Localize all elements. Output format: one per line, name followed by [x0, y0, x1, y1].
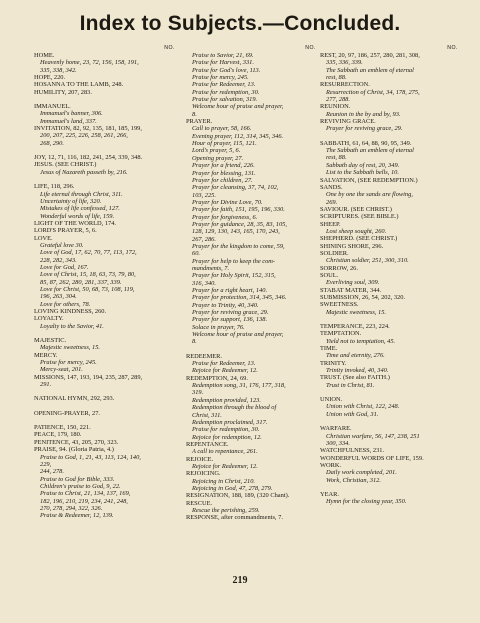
column-header-no: NO. [164, 45, 175, 51]
index-entry: 277, 288. [326, 96, 350, 104]
index-entry: Christian warfare, 56, 147, 238, 251 [326, 432, 420, 440]
index-entry: mandments, 7. [192, 264, 230, 272]
index-heading: TRINITY. [320, 359, 347, 367]
index-entry: Prayer for a friend, 226. [192, 162, 255, 170]
index-entry: Work, Christian, 312. [326, 476, 381, 484]
index-entry: 316, 340. [192, 279, 216, 287]
index-heading: SALVATION, (SEE REDEMPTION.) [320, 176, 418, 184]
index-entry: Praise for Redeemer, 13. [192, 360, 256, 368]
index-entry: Praise for Redeemer, 13. [192, 81, 256, 89]
index-entry: Loyalty to the Savior, 41. [40, 322, 104, 330]
index-entry: Majestic sweetness, 15. [326, 308, 386, 316]
index-entry: 335, 336, 339. [326, 59, 363, 67]
index-heading: MERCY. [34, 351, 58, 359]
index-entry: Redemption through the blood of [192, 404, 277, 412]
index-heading: SANDS. [320, 183, 343, 191]
index-heading: REST, 20, 97, 186, 257, 280, 281, 308, [320, 52, 420, 59]
index-heading: LIFE, 118, 296. [34, 183, 75, 191]
index-entry: Lord's prayer, 5, 6. [192, 147, 241, 155]
index-heading: SABBATH, 61, 64, 88, 90, 95, 349. [320, 139, 412, 147]
index-heading: TEMPTATION. [320, 330, 362, 338]
index-heading: SCRIPTURES. (SEE BIBLE.) [320, 213, 399, 221]
index-entry: Praise for mercy, 245. [192, 74, 249, 82]
entry-spacer [34, 417, 175, 424]
index-heading: RESURRECTION. [320, 81, 370, 89]
index-heading: TEMPERANCE, 223, 224. [320, 323, 390, 331]
index-column-3 [320, 45, 458, 506]
index-heading: RESIGNATION, 188, 189, (320 Chant). [186, 492, 290, 500]
index-entry: 270, 278, 294, 322, 326. [40, 504, 103, 512]
index-entry: Prayer for help to keep the com- [192, 257, 276, 265]
index-entry: Rescue the perishing, 259. [192, 506, 260, 514]
index-heading: TRUST. (See also FAITH.) [320, 374, 390, 382]
index-entry: List to the Sabbath bells, 10. [326, 169, 399, 177]
index-entry: Love of Christ, 15, 18, 63, 73, 79, 80, [40, 271, 136, 279]
index-entry: Prayer for protection, 314, 345, 346. [192, 294, 287, 302]
index-entry: Prayer for guidance, 28, 35, 83, 105, [192, 220, 287, 228]
entry-spacer [34, 388, 175, 395]
index-heading: SOUL. [320, 271, 339, 279]
index-entry: 228, 282, 343. [40, 256, 77, 264]
index-heading: WONDERFUL WORDS OF LIFE, 159. [320, 454, 424, 462]
index-entry: 269. [326, 198, 338, 206]
index-heading: HOME. [34, 52, 55, 59]
index-heading: LOYALTY. [34, 315, 64, 323]
index-heading: WORK. [320, 461, 342, 469]
index-entry: Prayer for blessing, 131. [192, 169, 256, 177]
index-entry: Prayer for forgiveness, 6. [192, 213, 258, 221]
index-entry: Daily work completed, 201. [326, 469, 397, 477]
index-entry: Jesus of Nazareth passeth by, 216. [40, 168, 128, 176]
index-heading: PRAYER. [186, 118, 213, 126]
index-entry: Hymn for the closing year, 350. [326, 498, 407, 506]
index-entry: Wonderful words of life, 159. [40, 212, 115, 220]
index-heading: SHEEP. [320, 220, 341, 228]
index-heading: PEACE, 179, 180. [34, 431, 82, 439]
index-entry: Prayer to Trinity, 40, 340. [192, 301, 259, 309]
index-heading: JESUS. (SEE CHRIST.) [34, 161, 97, 169]
index-heading: JOY, 12, 71, 116, 182, 241, 254, 339, 348. [34, 154, 143, 162]
entry-spacer [34, 330, 175, 337]
index-heading: YEAR. [320, 490, 339, 498]
index-entry: Prayer for cleansing, 37, 74, 102, [192, 184, 279, 192]
index-heading: REVIVING GRACE. [320, 118, 376, 126]
index-entry: Praise for redemption, 30. [192, 88, 260, 96]
index-entry: Majestic sweetness, 15. [40, 344, 100, 352]
index-heading: LIGHT OF THE WORLD, 174. [34, 219, 117, 227]
entry-spacer [320, 316, 458, 323]
index-entry: Lost sheep sought, 260. [326, 227, 387, 235]
index-entry: Prayer for Holy Spirit, 152, 315, [192, 272, 276, 280]
column-header-no: NO. [305, 45, 316, 51]
index-entry: Immanuel's land, 337. [40, 117, 97, 125]
index-heading: INVITATION, 82, 92, 135, 181, 185, 199, [34, 125, 142, 133]
index-heading: MISSIONS, 147, 193, 194, 235, 287, 289, [34, 373, 143, 381]
index-entry: Christian soldier, 251, 300, 310. [326, 257, 409, 265]
index-entry: Life eternal through Christ, 311. [40, 190, 123, 198]
index-entry: Love for God, 167. [40, 263, 89, 271]
entry-spacer [34, 176, 175, 183]
index-heading: IMMANUEL. [34, 103, 71, 111]
index-entry: Praise for God's love, 113. [192, 66, 261, 74]
index-entry: Prayer for Divine Love, 70. [192, 198, 263, 206]
index-entry: Uncertainty of life, 320. [40, 197, 102, 205]
index-heading: UNION. [320, 396, 343, 404]
index-entry: Prayer for reviving grace, 29. [192, 309, 269, 317]
index-heading: LORD'S PRAYER, 5, 6. [34, 227, 97, 235]
column-header-no: NO. [447, 45, 458, 51]
index-entry: 103, 225. [192, 191, 216, 199]
index-entry: Mistakes of life confessed, 127. [40, 205, 120, 213]
index-entry: Everliving soul, 309. [326, 279, 380, 287]
index-entry: 128, 129, 130, 143, 165, 170, 243, [192, 228, 280, 236]
entry-spacer [34, 147, 175, 154]
index-entry: 319. [192, 389, 204, 397]
index-heading: SHINING SHORE, 296. [320, 242, 384, 250]
index-entry: Trinity invoked, 40, 340. [326, 367, 389, 375]
index-entry: Prayer for children, 27. [192, 176, 253, 184]
index-entry: 268, 290. [40, 139, 64, 147]
index-heading: SORROW, 26. [320, 264, 358, 272]
entry-spacer [320, 418, 458, 425]
index-entry: Mercy-seat, 201. [40, 366, 83, 374]
index-entry: Trust in Christ, 81. [326, 381, 375, 389]
index-entry: 267, 286. [192, 235, 216, 243]
index-heading: MAJESTIC. [34, 337, 67, 345]
index-entry: Love for others, 78. [40, 300, 91, 308]
index-heading: SAVIOUR. (SEE CHRIST.) [320, 205, 392, 213]
index-entry: Rejoice for Redeemer, 12. [192, 367, 258, 375]
index-entry: Prayer for support, 136, 138. [192, 316, 268, 324]
index-column-1 [34, 45, 175, 520]
index-entry: Redemption provided, 123. [192, 396, 261, 404]
index-heading: SHEPHERD. (SEE CHRIST.) [320, 235, 398, 243]
index-entry: Hour of prayer, 115, 121. [192, 140, 257, 148]
index-entry: Union with God, 31. [326, 410, 379, 418]
index-entry: Rejoicing in Christ, 210. [192, 477, 256, 485]
index-heading: LOVING KINDNESS, 260. [34, 308, 107, 315]
index-heading: REDEEMER. [186, 352, 223, 360]
index-heading: SWEETNESS. [320, 301, 359, 309]
entry-spacer [320, 133, 458, 140]
index-entry: Redemption song, 31, 176, 177, 318, [192, 382, 286, 390]
index-entry: Reunion in the by and by, 93. [326, 110, 401, 118]
index-entry: Prayer for reviving grace, 29. [326, 125, 403, 133]
index-entry: rest, 88. [326, 154, 347, 162]
index-heading: WARFARE. [320, 425, 352, 433]
index-entry: Resurrection of Christ, 34, 178, 275, [326, 88, 420, 96]
index-entry: Yield not to temptation, 45. [326, 337, 396, 345]
index-entry: Praise & Redeemer, 12, 139. [40, 512, 114, 520]
index-entry: Praise to God, 1, 21, 43, 113, 124, 140, [40, 453, 141, 461]
page-title: Index to Subjects.—Concluded. [79, 12, 401, 35]
index-entry: 182, 196, 210, 219, 234, 241, 248, [40, 497, 128, 505]
index-entry: Love of God, 17, 62, 70, 77, 113, 172, [40, 249, 137, 257]
entry-spacer [320, 389, 458, 396]
index-heading: SOLDIER. [320, 249, 349, 257]
index-heading: LOVE. [34, 234, 53, 242]
index-entry: Immanuel's banner, 306. [40, 110, 103, 118]
index-entry: Evening prayer, 112, 314, 345, 346. [192, 132, 284, 140]
index-entry: Call to prayer, 58, 166. [192, 125, 252, 133]
index-entry: Redemption proclaimed, 317. [192, 418, 268, 426]
index-entry: rest, 88. [326, 74, 347, 82]
index-entry: Love for Christ, 50, 68, 73, 108, 119, [40, 285, 135, 293]
index-heading: OPENING-PRAYER, 27. [34, 409, 100, 417]
index-column-2 [186, 45, 316, 522]
index-entry: 60. [192, 250, 200, 258]
index-entry: Heavenly home, 23, 72, 156, 158, 191, [40, 59, 139, 67]
index-entry: Sabbath day of rest, 20, 349. [326, 161, 400, 169]
index-entry: Rejoicing in God, 47, 278, 279. [192, 484, 273, 492]
index-heading: REJOICE. [186, 455, 214, 463]
entry-spacer [34, 96, 175, 103]
entry-spacer [34, 403, 175, 410]
index-heading: REUNION. [320, 103, 351, 111]
index-heading: PATIENCE, 150, 221. [34, 424, 91, 432]
index-heading: PENITENCE, 43, 205, 270, 323. [34, 438, 119, 446]
index-entry: 300, 334. [326, 439, 350, 447]
index-heading: PRAISE, 94. (Gloria Patria, 4.) [34, 446, 114, 454]
entry-spacer [186, 346, 316, 353]
index-heading: NATIONAL HYMN, 292, 293. [34, 395, 115, 403]
index-heading: STABAT MATER, 344. [320, 286, 382, 294]
index-entry: 196, 263, 304. [40, 293, 77, 301]
index-entry: The Sabbath an emblem of eternal [326, 66, 414, 74]
index-heading: HOPE, 220. [34, 74, 66, 82]
index-entry: Rejoice for redemption, 12. [192, 433, 262, 441]
index-entry: 85, 87, 262, 280, 281, 337, 339. [40, 278, 122, 286]
index-heading: RESCUE. [186, 499, 213, 507]
index-entry: 8. [192, 110, 197, 118]
index-entry: Prayer for faith, 151, 195, 196, 330. [192, 206, 285, 214]
index-heading: RESPONSE, after commandments, 7. [186, 514, 283, 522]
index-entry: 229, [40, 460, 52, 468]
index-heading: TIME. [320, 345, 338, 353]
index-entry: Praise to God for Bible, 333. [40, 475, 115, 483]
index-entry: Praise for salvation, 319. [192, 96, 258, 104]
index-heading: REPENTANCE. [186, 440, 229, 448]
index-heading: SUBMISSION, 26, 54, 202, 320. [320, 294, 406, 301]
index-entry: 200, 207, 225, 226, 258, 261, 266, [40, 132, 128, 140]
index-entry: Rejoice for Redeemer, 12. [192, 462, 258, 470]
index-entry: Solace in prayer, 76. [192, 323, 245, 331]
index-entry: 335, 338, 342. [40, 66, 77, 74]
index-heading: WATCHFULNESS, 231. [320, 447, 385, 455]
page-number: 219 [232, 575, 248, 586]
entry-spacer [320, 484, 458, 491]
index-entry: 244, 278. [40, 468, 64, 476]
index-entry: One by one the sands are flowing, [326, 191, 413, 199]
index-heading: REDEMPTION, 24, 69. [186, 374, 248, 382]
index-entry: The Sabbath an emblem of eternal [326, 147, 414, 155]
index-entry: Praise to Savior, 21, 69. [192, 52, 254, 59]
index-entry: Praise to Christ, 21, 134, 137, 169, [40, 490, 131, 498]
index-entry: Praise for Harvest, 331. [192, 59, 254, 67]
index-entry: Prayer for a right heart, 140. [192, 287, 268, 294]
index-entry: 8. [192, 338, 197, 346]
index-entry: Christ, 311. [192, 411, 222, 419]
index-entry: Time and eternity, 276. [326, 352, 385, 360]
index-entry: 291. [40, 381, 52, 389]
index-entry: Praise for mercy, 245. [40, 359, 97, 367]
index-heading: HOSANNA TO THE LAMB, 248. [34, 81, 124, 89]
index-entry: A call to repentance, 261. [192, 448, 258, 456]
index-entry: Welcome hour of praise and prayer, [192, 103, 284, 111]
index-entry: Union with Christ, 122, 248. [326, 403, 400, 411]
index-entry: Praise for redemption, 30. [192, 426, 260, 434]
index-entry: Children's praise to God, 9, 22. [40, 482, 121, 490]
index-heading: REJOICING. [186, 470, 221, 478]
index-entry: Welcome hour of praise and prayer, [192, 331, 284, 339]
index-entry: Opening prayer, 27. [192, 154, 244, 162]
index-entry: Prayer for the kingdom to come, 59, [192, 242, 285, 250]
index-entry: Grateful love 30. [40, 241, 84, 249]
index-heading: HUMILITY, 207, 283. [34, 88, 92, 96]
